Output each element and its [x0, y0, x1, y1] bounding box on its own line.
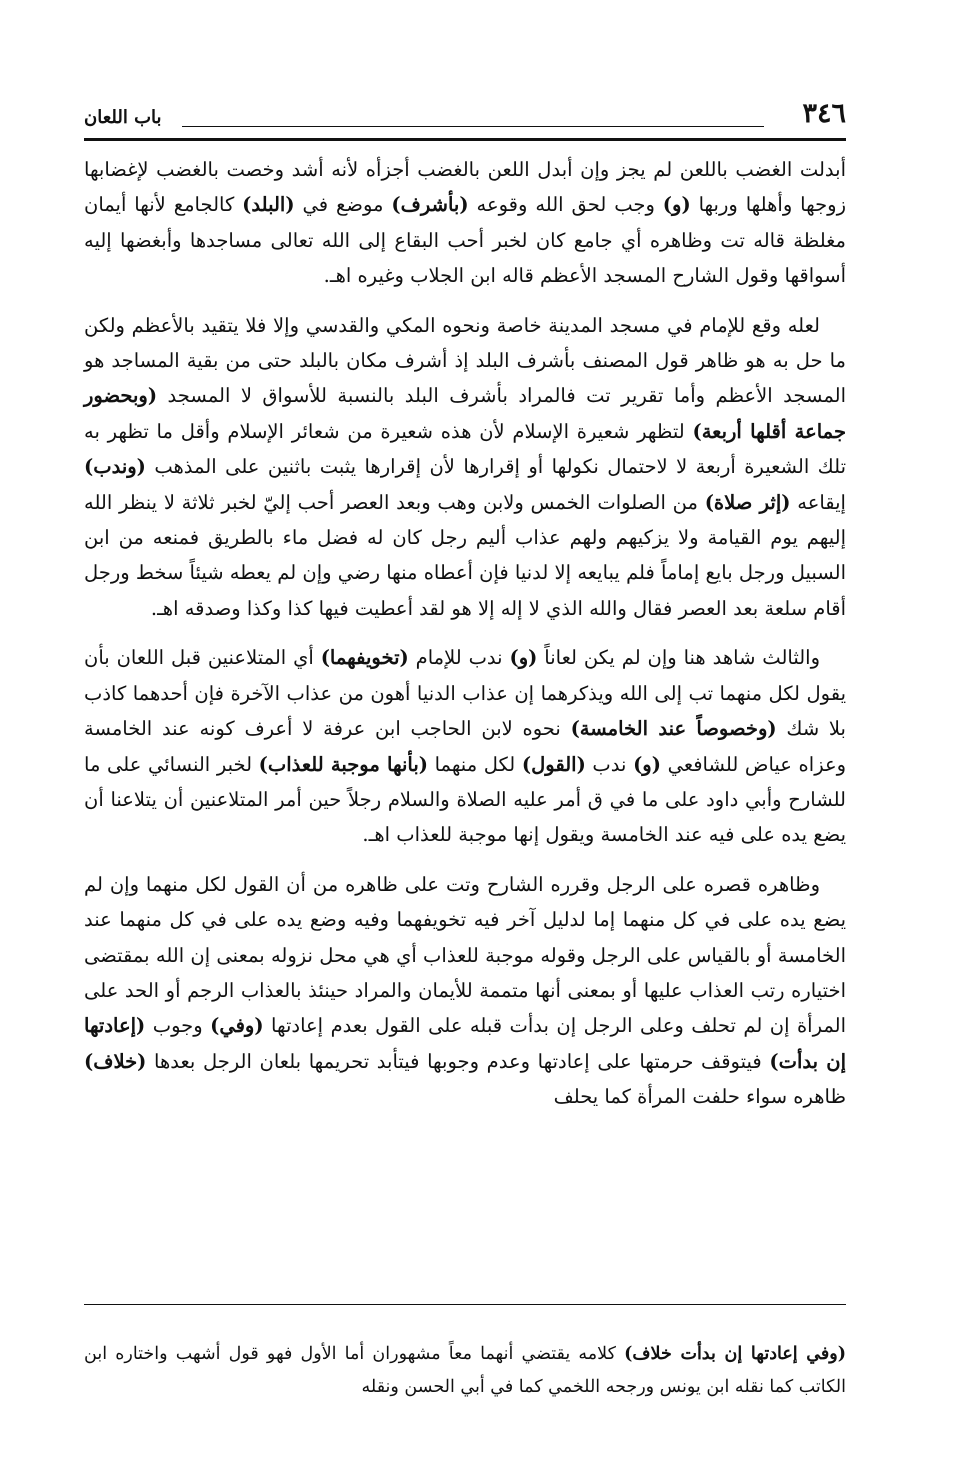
main-text — [84, 152, 846, 1129]
commentary-text: كالجامع لأنها أيمان مغلظة قاله تت وظاهره أي جامع كان لخبر أحب البقاع إلى الله تعالى مساجدها وأبغضها إليه أسواقها وقول الشارح المسجد الأعظم قاله ابن الجلاب وغيره اهـ. — [84, 193, 846, 288]
commentary-text: ندب للإمام — [408, 646, 510, 670]
commentary-text: نحوه لابن الحاجب ابن عرفة لا أعرف كونه عند الخامسة وعزاه عياض للشافعي — [84, 717, 847, 776]
matn-term: ( إعادتها إن بدأت ) — [84, 1014, 846, 1072]
footnote — [84, 1338, 846, 1404]
commentary-text: ظاهره سواء حلفت المرأة كما يحلف — [553, 1085, 846, 1109]
commentary-text: لعله وقع للإمام في مسجد المدينة خاصة ونحوه المكي والقدسي وإلا فلا يتقيد بالأعظم ولكن ما حل به هو ظاهر قول المصنف بأشرف البلد إذ أشرف مكان بالبلد حتى من بقية المساجد هو المسجد الأعظم وأما تقرير تت فالمراد بأشرف البلد بالنسبة للأسواق لا المسجد — [84, 313, 846, 408]
commentary-text: وظاهره قصره على الرجل وقرره الشارح وتت على ظاهره من أن القول لكل منهما وإن لم يضع يده على في كل منهما إما لدليل آخر فيه تخويفهما وفيه وضع يده على في كل منهما عند الخامسة أو بالقياس على الرجل وقوله موجبة للعذاب أي هي محل نزوله بمعنى إن الله بمقتضى اختياره رتب العذاب عليها أو بمعنى أنها متممة للأيمان والمراد حينئذ بالعذاب الرجم أو الحد على المرأة إن لم تحلف وعلى الرجل إن بدأت قبله على القول بعدم إعادتها — [84, 872, 846, 1038]
matn-term: ( وبحضور جماعة أقلها أربعة ) — [84, 384, 846, 442]
commentary-text: لكل منهما — [427, 752, 522, 776]
matn-term: ( تخويفهما ) — [321, 646, 409, 669]
matn-term: ( و ) — [509, 646, 537, 669]
matn-term: ( وندب ) — [84, 455, 146, 478]
footnote-lead: ( وفي إعادتها إن بدأت خلاف ) — [624, 1344, 846, 1364]
paragraph — [84, 640, 846, 852]
header-rule — [182, 126, 764, 127]
commentary-text: لتظهر شعيرة الإسلام لأن هذه شعيرة من شعائر الإسلام وأقل ما تظهر به تلك الشعيرة أربعة لا لاحتمال نكولها أو إقرارها لأن إقرارها يثبت باثنين على المذهب — [84, 419, 846, 479]
matn-term: ( و ) — [633, 753, 661, 776]
commentary-text: وجوب — [145, 1014, 211, 1038]
commentary-text: أي المتلاعنين قبل اللعان بأن يقول لكل منهما تب إلى الله ويذكرهما إن عذاب الدنيا أهون من عذاب الآخرة فإن أحدهما كاذب بلا شك — [84, 646, 846, 741]
page-header — [84, 92, 846, 138]
matn-term: ( إثر صلاة ) — [705, 491, 791, 514]
commentary-text: والثالث شاهد هنا وإن لم يكن لعاناً — [537, 646, 820, 670]
matn-term: ( خلاف ) — [84, 1050, 146, 1073]
commentary-text: موضع في — [294, 193, 392, 217]
commentary-text: أبدلت الغضب باللعن لم يجز وإن أبدل اللعن بالغضب أجزأه لأنه أشد وخصت بالغضب لإغضابها زوجها وأهلها وربها — [84, 158, 846, 217]
matn-term: ( القول ) — [522, 753, 586, 776]
matn-term: ( وخصوصاً عند الخامسة ) — [571, 717, 777, 740]
commentary-text: ندب — [585, 752, 634, 776]
commentary-text: من الصلوات الخمس ولابن وهب وبعد العصر أحب إليّ لخبر ثلاثة لا ينظر الله إليهم يوم القيامة ولا يزكيهم ولهم عذاب أليم رجل كان له فضل ماء بالطريق فمنعه من ابن السبيل ورجل بايع إماماً فلم يبايعه إلا لدنيا فإن أعطاه منها رضي وإن لم يعطه شيئاً سخط ورجل أقام سلعة بعد العصر فقال والله الذي لا إله إلا هو لقد أعطيت فيها كذا وكذا وصدقه اهـ. — [84, 490, 846, 620]
commentary-text: فيتوقف حرمتها على إعادتها وعدم وجوبها فيتأبد تحريمها بلعان الرجل بعدها — [146, 1049, 770, 1073]
paragraph — [84, 867, 846, 1115]
matn-term: ( بأشرف ) — [391, 193, 468, 216]
paragraph — [84, 308, 846, 627]
commentary-text: إيقاعه — [790, 490, 846, 514]
page-number: ٣٤٦ — [802, 98, 846, 129]
header-divider — [84, 138, 846, 141]
chapter-title: باب اللعان — [84, 107, 162, 128]
footnote-divider — [84, 1304, 846, 1305]
matn-term: ( البلد ) — [242, 193, 294, 216]
commentary-text: وجب لحق الله وقوعه — [468, 193, 663, 217]
footnote-text: كلامه يقتضي أنهما معاً مشهوران أما الأول فهو قول أشهب واختاره ابن الكاتب كما نقله ابن يونس ورجحه اللخمي كما في أبي الحسن ونقله — [84, 1343, 846, 1397]
commentary-text: لخبر النسائي على ما للشارح وأبي داود على ما في ق أمر عليه الصلاة والسلام رجلاً حين أمر المتلاعنين أن يتلاعنا أن يضع يده على فيه عند الخامسة ويقول إنها موجبة للعذاب اهـ. — [84, 752, 846, 847]
matn-term: ( وفي ) — [210, 1014, 263, 1037]
matn-term: ( و ) — [663, 193, 691, 216]
book-page — [84, 92, 847, 1397]
paragraph — [84, 152, 846, 294]
matn-term: ( بأنها موجبة للعذاب ) — [259, 753, 428, 776]
